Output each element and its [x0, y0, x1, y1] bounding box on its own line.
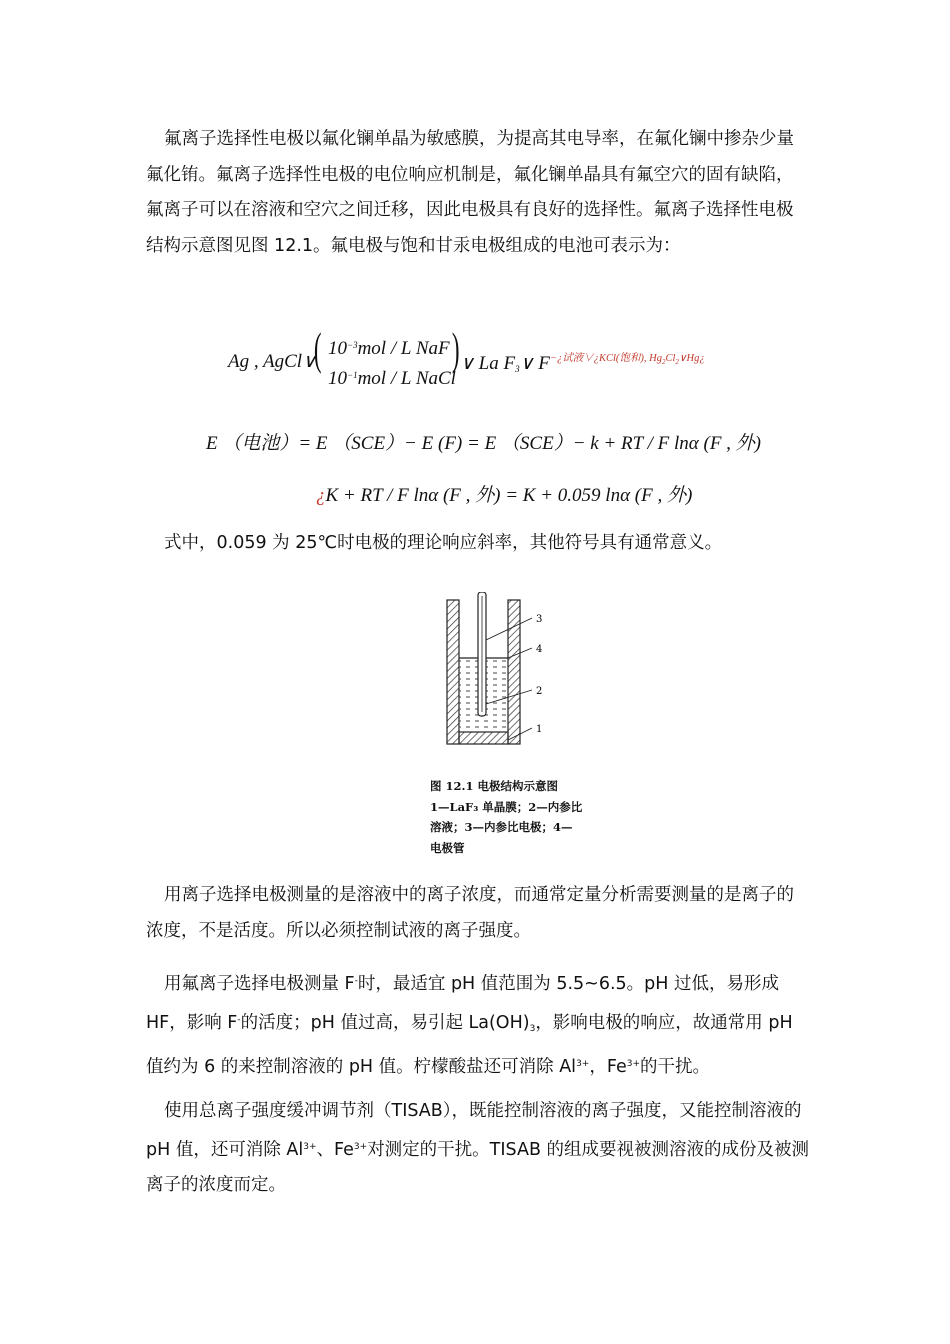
paragraph-slope-note: 式中，0.059 为 25℃时电极的理论响应斜率，其他符号具有通常意义。 — [164, 533, 723, 553]
crystal-membrane — [459, 732, 508, 744]
potential-equation: E （电池）= E （SCE）− E (F) = E （SCE）− k + RT / F lnα (F , 外) — [206, 433, 762, 454]
label-1: 1 — [536, 724, 543, 735]
paragraph-ph-range: 用氟离子选择电极测量 F-时，最适宜 pH 值范围为 5.5~6.5。pH 过低，易形成 HF，影响 F-的活度；pH 值过高，易引起 $La(OH)_3$，影响电极的响应，故通常用 pH 值约为 6 的来控制溶液的 pH 值。柠檬酸盐还可消除 $Al^{3+}$，$Fe^{3+}$的干扰。 — [146, 974, 793, 1077]
tube-wall-left — [447, 600, 459, 744]
left-paren: ( — [313, 323, 322, 374]
label-4: 4 — [536, 644, 543, 655]
label-2: 2 — [536, 686, 543, 697]
paragraph-intro: 氟离子选择性电极以氟化镧单晶为敏感膜，为提高其电导率，在氟化镧中掺杂少量氟化铕。氟离子选择性电极的电位响应机制是，氟化镧单晶具有氟空穴的固有缺陷，氟离子可以在溶液和空穴之间迁移，因此电极具有良好的选择性。氟离子选择性电极结构示意图见图 12.1。氟电极与饱和甘汞电极组成的电池可表示为： — [146, 129, 794, 256]
cell-equation: Ag , AgCl∨ ( $10^{-3}mol$ / L NaF $10^{-1}mol$ / L NaCl ) ∨ La $F_3\vee$ $F^{-¿试液\vee¿KCl(饱和), Hg_2Cl_2\vee Hg¿}$ — [228, 332, 748, 392]
tube-wall-right — [508, 600, 520, 744]
cell-right-part: ∨ La $F_3\vee$ $F^{-¿试液\vee¿KCl(饱和), Hg_2Cl_2\vee Hg¿}$ — [460, 353, 705, 374]
electrode-diagram — [420, 592, 570, 772]
paragraph-activity: 用离子选择电极测量的是溶液中的离子浓度，而通常定量分析需要测量的是离子的浓度，不是活度。所以必须控制试液的离子强度。 — [146, 885, 794, 941]
figure-caption: 图 12.1 电极结构示意图 1—LaF₃ 单晶膜；2—内参比 溶液；3—内参比电极；4— 电极管 — [430, 779, 583, 855]
paragraph-tisab: 使用总离子强度缓冲调节剂（TISAB），既能控制溶液的离子强度，又能控制溶液的 pH 值，还可消除 $Al^{3+}$、$Fe^{3+}$对测定的干扰。TISAB 的组成要视被测溶液的成份及被测离子的浓度而定。 — [146, 1101, 810, 1195]
concentration-stack: $10^{-3}mol$ / L NaF $10^{-1}mol$ / L NaCl — [328, 338, 456, 389]
cell-tail: −¿试液∨¿KCl(饱和), Hg2Cl2∨Hg¿ — [549, 353, 705, 367]
label-3: 3 — [536, 614, 543, 625]
right-paren: ) — [451, 323, 460, 374]
slope-equation: ¿K + RT / F lnα (F , 外) = K + 0.059 lnα (F , 外) — [316, 485, 693, 506]
